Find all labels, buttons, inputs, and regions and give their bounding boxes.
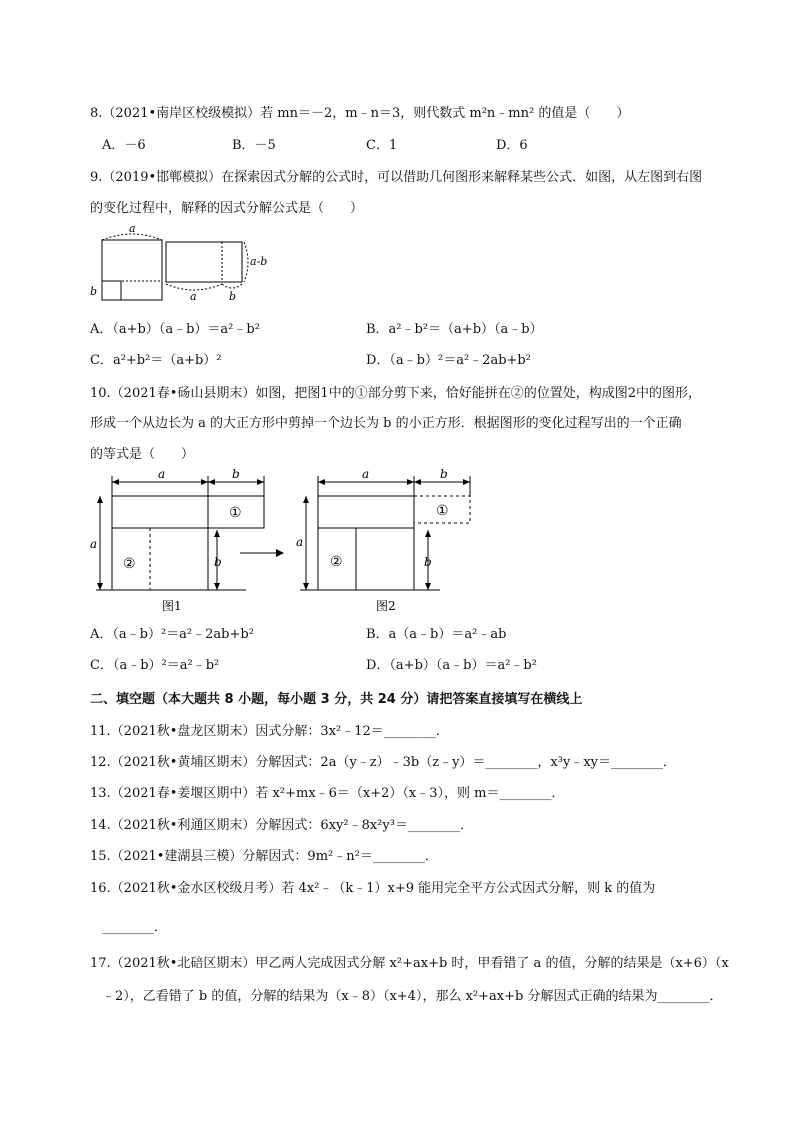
q9-stem-line2: 的变化过程中，解释的因式分解公式是（ ）: [90, 201, 364, 216]
q15-line: 15.（2021•建湖县三模）分解因式：9m²﹣n²＝________．: [90, 849, 438, 864]
q8-stem: 8.（2021•南岸区校级模拟）若 mn＝－2，m﹣n＝3，则代数式 m²n﹣mn² 的值是（ ）: [90, 106, 630, 121]
q9-arc-right: [244, 242, 248, 282]
q16-line2: ________．: [102, 920, 168, 935]
q9-stem-line1: 9.（2019•邯郸模拟）在探索因式分解的公式时，可以借助几何图形来解释某些公式．如图，从左图到右图: [90, 170, 703, 185]
q8-option-d: D．6: [496, 138, 528, 153]
q10-f2-label-b-right: b: [424, 555, 432, 569]
q10-f1-label-a-top: a: [158, 468, 166, 481]
q16-line1: 16.（2021秋•金水区校级月考）若 4x²﹣（k﹣1）x+9 能用完全平方公式因式分解，则 k 的值为: [90, 881, 656, 896]
q10-f1-caption: 图1: [162, 599, 182, 613]
q10-f1-piece-1: ①: [229, 505, 242, 521]
q9-option-c: C．a²+b²＝（a+b）²: [90, 353, 222, 368]
q9-option-b: B．a²﹣b²＝（a+b）（a﹣b）: [366, 322, 543, 337]
q9-label-b-bottom: b: [229, 290, 237, 303]
q10-f2-label-a-top: a: [362, 468, 370, 481]
q11-line: 11.（2021秋•盘龙区期末）因式分解：3x²﹣12＝________．: [90, 724, 449, 739]
q10-option-d: D．（a+b）（a﹣b）＝a²﹣b²: [366, 658, 537, 673]
q17-line2: ﹣2），乙看错了 b 的值，分解的结果为（x﹣8）（x+4），那么 x²+ax+b 分解因式正确的结果为________．: [102, 989, 723, 1004]
q9-label-b-left: b: [90, 285, 98, 298]
q10-f2-label-a-left: a: [296, 535, 304, 549]
q10-f2-caption: 图2: [376, 599, 396, 613]
q9-rect: [166, 242, 242, 282]
section-2-heading: 二、填空题（本大题共 8 小题，每小题 3 分，共 24 分）请把答案直接填写在横线上: [90, 692, 583, 707]
q9-arc-b: [222, 284, 242, 288]
q9-option-a: A．（a+b）（a﹣b）＝a²﹣b²: [90, 322, 260, 337]
q10-f1-label-a-left: a: [90, 537, 98, 551]
q10-f2-label-b-top: b: [440, 468, 448, 481]
q9-label-a-top: a: [129, 222, 136, 235]
q10-f1-piece-2: ②: [123, 556, 136, 572]
q9-big-square: [102, 240, 162, 300]
q10-transform-arrow: [238, 546, 288, 560]
q17-line1: 17.（2021秋•北碚区期末）甲乙两人完成因式分解 x²+ax+b 时，甲看错了 a 的值，分解的结果是（x+6）（x: [90, 956, 729, 971]
q9-label-a-bottom: a: [190, 290, 197, 303]
q10-stem-line1: 10.（2021春•砀山县期末）如图，把图1中的①部分剪下来，恰好能拼在②的位置处，构成图2中的图形，: [90, 386, 701, 401]
q10-figure-2: [290, 468, 490, 616]
q10-stem-line2: 形成一个从边长为 a 的大正方形中剪掉一个边长为 b 的小正方形．根据图形的变化过程写出的一个正确: [90, 416, 682, 431]
q8-option-c: C．1: [366, 138, 398, 153]
q10-figure-1: [86, 468, 276, 616]
q10-option-c: C．（a﹣b）²＝a²﹣b²: [90, 658, 220, 673]
q10-option-b: B．a（a﹣b）＝a²﹣ab: [366, 627, 507, 642]
q10-f2-piece-1: ①: [436, 503, 449, 519]
q8-option-a: A．－6: [102, 138, 146, 153]
q9-option-d: D．（a﹣b）²＝a²﹣2ab+b²: [366, 353, 531, 368]
q9-label-a-minus-b: a-b: [250, 255, 268, 268]
q10-stem-line3: 的等式是（ ）: [90, 447, 195, 462]
q10-f1-label-b-top: b: [232, 468, 240, 481]
q10-f1-label-b-right: b: [214, 555, 222, 569]
q13-line: 13.（2021春•姜堰区期中）若 x²+mx﹣6＝（x+2）（x﹣3），则 m＝________．: [90, 786, 565, 801]
q10-option-a: A．（a﹣b）²＝a²﹣2ab+b²: [90, 627, 254, 642]
q10-f2-piece-2: ②: [330, 554, 343, 570]
q14-line: 14.（2021秋•利通区期末）分解因式：6xy²﹣8x²y³＝________．: [90, 818, 473, 833]
q8-option-b: B．－5: [232, 138, 276, 153]
q12-line: 12.（2021秋•黄埔区期末）分解因式：2a（y﹣z）﹣3b（z﹣y）＝________，x³y﹣xy＝________．: [90, 755, 676, 770]
q9-small-square: [102, 281, 121, 300]
q9-figure: [86, 220, 286, 304]
